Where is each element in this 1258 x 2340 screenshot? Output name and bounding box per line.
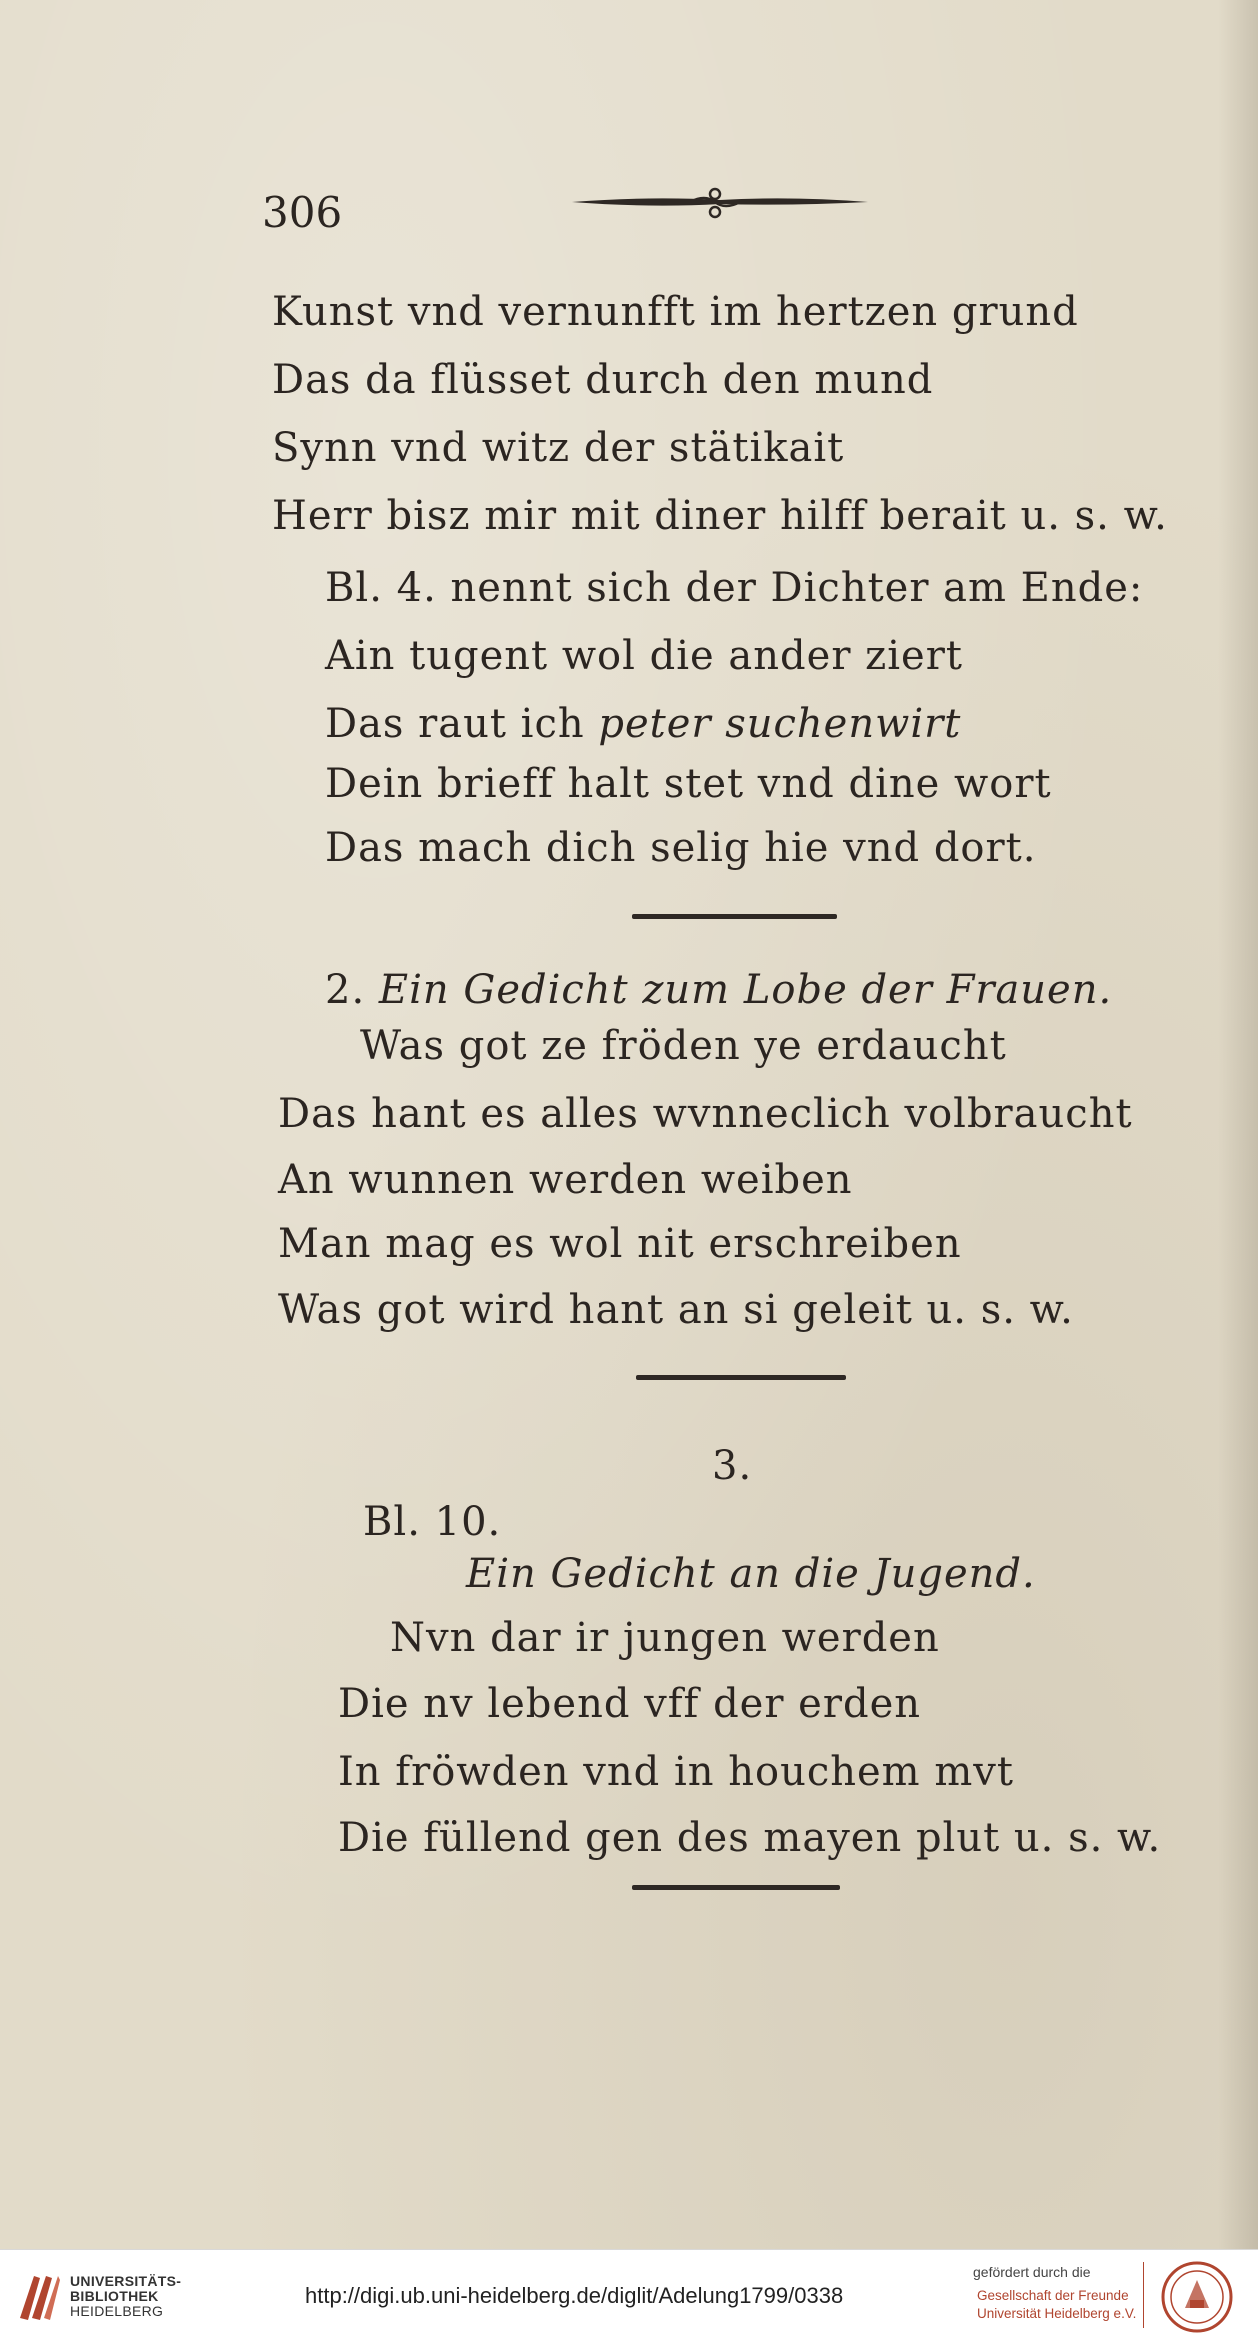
verse-line: Was got ze fröden ye erdaucht [360,1023,1007,1069]
library-name-line: HEIDELBERG [70,2303,164,2319]
verse-line: Dein brieff halt stet vnd dine wort [325,761,1052,807]
permalink-url[interactable]: http://digi.ub.uni-heidelberg.de/diglit/Adelung1799/0338 [305,2283,844,2308]
section-title: Ein Gedicht zum Lobe der Frauen. [378,967,1113,1013]
note-line: Bl. 10. [363,1499,502,1545]
footer-divider [1143,2262,1144,2328]
library-logo-icon [14,2268,62,2324]
verse-line: Die füllend gen des mayen plut u. s. w. [338,1815,1162,1861]
section-title: Ein Gedicht an die Jugend. [466,1551,1036,1597]
section-heading [325,967,1113,1013]
footer-bar [0,2249,1258,2340]
poet-name: peter suchenwirt [598,701,962,747]
verse-line: In fröwden vnd in houchem mvt [338,1749,1014,1795]
sponsor-name [977,2287,1136,2323]
sponsor-name-line: Universität Heidelberg e.V. [977,2306,1137,2321]
sponsor-name-line: Gesellschaft der Freunde [977,2288,1129,2303]
library-name [70,2274,181,2319]
verse-line: Herr bisz mir mit diner hilff berait u. s. w. [272,493,1168,539]
note-line: Bl. 4. nennt sich der Dichter am Ende: [325,565,1144,611]
library-name-line: BIBLIOTHEK [70,2288,159,2304]
verse-line [325,701,962,747]
section-number: 2. [325,967,379,1013]
verse-line: Das da flüsset durch den mund [272,357,934,403]
section-divider [636,1375,846,1380]
end-divider [632,1885,840,1890]
header-ornament [570,182,870,222]
university-seal-icon [1160,2260,1234,2334]
verse-line: Die nv lebend vff der erden [338,1681,922,1727]
verse-line: Nvn dar ir jungen werden [390,1615,940,1661]
library-name-line: UNIVERSITÄTS- [70,2273,182,2289]
page-number: 306 [262,188,343,237]
verse-line: Ain tugent wol die ander ziert [325,633,963,679]
verse-line: Synn vnd witz der stätikait [272,425,845,471]
verse-line: Man mag es wol nit erschreiben [278,1221,962,1267]
section-divider [632,914,837,919]
page-edge-shadow [1218,0,1258,2249]
verse-line: Das mach dich selig hie vnd dort. [325,825,1037,871]
verse-line: An wunnen werden weiben [278,1157,853,1203]
sponsor-label: gefördert durch die [973,2264,1091,2280]
verse-line: Kunst vnd vernunfft im hertzen grund [272,289,1079,335]
verse-text: Das raut ich [325,701,599,747]
section-number: 3. [712,1443,753,1489]
verse-line: Was got wird hant an si geleit u. s. w. [278,1287,1074,1333]
verse-line: Das hant es alles wvnneclich volbraucht [278,1091,1133,1137]
